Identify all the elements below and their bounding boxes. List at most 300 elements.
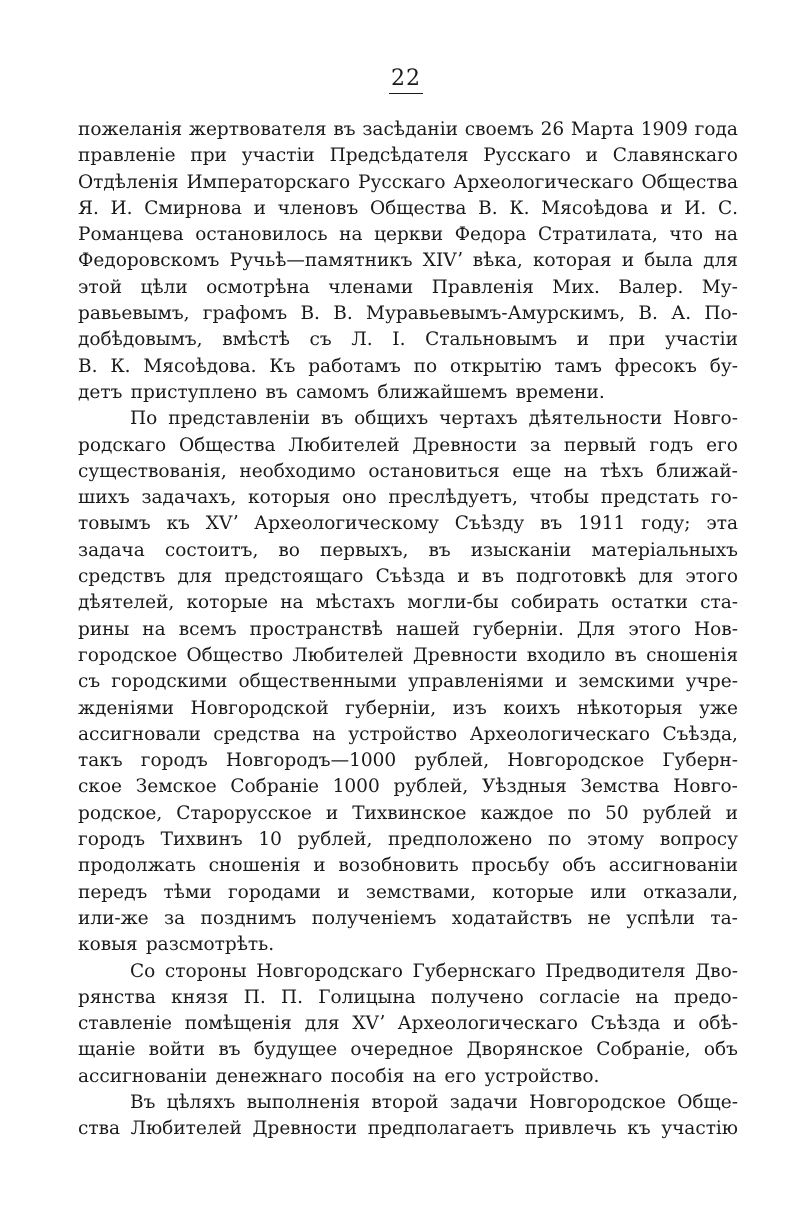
word: 10 [258, 829, 282, 851]
word: предо- [674, 986, 738, 1008]
text-line [78, 1090, 738, 1116]
word: Дво- [695, 960, 738, 982]
word: на [312, 723, 336, 745]
word: Общества [641, 171, 738, 193]
word: помѣщенія [184, 1013, 292, 1035]
word: задачахъ, [141, 487, 237, 509]
word: ходатайствъ [451, 907, 573, 929]
word: жертвователя [188, 119, 327, 140]
word: родское, [78, 802, 163, 824]
word: Собраніе [230, 776, 319, 798]
word: ста- [700, 592, 738, 614]
word: первыхъ, [320, 539, 409, 561]
word: средствъ [78, 566, 166, 588]
word: или [590, 881, 627, 903]
word: В. [478, 197, 498, 219]
word: въ [321, 408, 344, 430]
word: А. [671, 303, 692, 325]
word: и [325, 802, 339, 824]
word: Новгородскаго [256, 960, 403, 982]
word: и [725, 802, 738, 824]
word: Земства [580, 776, 660, 798]
word: управленіями [408, 671, 544, 693]
word: Голицына [318, 986, 416, 1008]
word: В. [78, 355, 98, 377]
word: равьевымъ, [78, 303, 190, 325]
word: Для [576, 618, 616, 640]
word: эта [706, 513, 738, 535]
text-line [78, 853, 738, 879]
word: По [130, 408, 158, 430]
word: и [673, 1013, 686, 1035]
text-line [78, 459, 738, 485]
word: въ [333, 119, 356, 140]
word: Дворянское [466, 1039, 584, 1061]
word: этому [587, 829, 645, 851]
word: В. [300, 303, 320, 325]
text-line [78, 511, 738, 537]
word: пространствѣ [249, 618, 383, 640]
word: коихъ [503, 697, 561, 719]
word: го- [710, 487, 738, 509]
word: Любителей [288, 434, 400, 456]
word: войти [148, 1039, 206, 1061]
text-line [78, 538, 738, 564]
word: Съѣзда, [662, 723, 738, 745]
word: въ [540, 513, 563, 535]
word: и [337, 881, 350, 903]
word: І. [392, 329, 406, 351]
word: дѣятелей, [78, 592, 175, 614]
word: въ [218, 1039, 241, 1061]
word: по [567, 802, 592, 824]
word: времени. [515, 381, 605, 403]
text-line [78, 906, 738, 932]
word: въ [428, 539, 451, 561]
word: ское [78, 776, 123, 798]
word: 1911 [578, 513, 626, 535]
text-line [78, 1116, 738, 1142]
word: засѣданіи [362, 119, 458, 140]
word: городъ [78, 829, 145, 851]
word: 1909 [640, 119, 688, 140]
word: выполненія [246, 1091, 361, 1113]
word: предполагаетъ [367, 1118, 515, 1140]
word: та- [710, 907, 738, 929]
word: на [142, 618, 166, 640]
word: въ [481, 566, 504, 588]
text-line [78, 722, 738, 748]
text-line [78, 406, 738, 432]
word: для [177, 566, 213, 588]
word: своемъ [464, 119, 534, 140]
word: еще [512, 460, 552, 482]
word: бу- [709, 355, 738, 377]
word: членами [328, 276, 414, 298]
word: рублей, [393, 776, 469, 798]
word: Древности [412, 644, 518, 666]
word: земствами, [365, 881, 476, 903]
word: правленіе [78, 145, 176, 167]
word: Губерн- [662, 750, 738, 772]
word: на [714, 224, 738, 246]
word: изысканіи [470, 539, 572, 561]
word: рублей, [297, 829, 373, 851]
word: уже [699, 697, 738, 719]
word: устройство [348, 723, 458, 745]
word: губерніи, [345, 697, 437, 719]
text-line [78, 196, 738, 222]
page-number-label: 22 [389, 66, 423, 94]
word: 1000 [332, 776, 380, 798]
word: городъ [140, 750, 208, 772]
word: возобновить [338, 855, 459, 877]
word: во [278, 539, 300, 561]
text-line [78, 564, 738, 590]
word: Уѣздныя [482, 776, 567, 798]
word: передъ [78, 881, 148, 903]
word: 50 [605, 802, 629, 824]
word: рянства [78, 986, 156, 1008]
word: сношенія [646, 644, 738, 666]
word: рины [78, 618, 130, 640]
word: Археологическаго [397, 1013, 578, 1035]
text-line [78, 669, 738, 695]
word: Новго- [673, 776, 738, 798]
text-line [78, 985, 738, 1011]
word: цѣли [140, 276, 188, 298]
word: ставленіе [78, 1013, 172, 1035]
word: щаніе [78, 1039, 136, 1061]
text-line [78, 301, 738, 327]
word: нѣкоторыя [576, 697, 683, 719]
word: была [644, 250, 693, 272]
word: И. [110, 197, 133, 219]
word: обѣ- [698, 1013, 738, 1035]
word: Новгородское [507, 750, 645, 772]
word: П. [280, 986, 303, 1008]
word: согласіе [538, 986, 621, 1008]
word: Общества [179, 434, 276, 456]
word: остатки [611, 592, 688, 614]
word: Археологическому [254, 513, 439, 535]
word: на [280, 592, 304, 614]
word: для [638, 566, 674, 588]
word: оно [342, 487, 377, 509]
word: Смирнова [144, 197, 242, 219]
word: Любителей [130, 1118, 242, 1140]
word: будущее [253, 1039, 338, 1061]
word: Тихвинское [352, 802, 467, 824]
word: которые [186, 592, 269, 614]
word: задача [78, 539, 145, 561]
word: добѣдовымъ, [78, 329, 203, 351]
word: въ [265, 381, 288, 403]
word: задачи [449, 1091, 518, 1113]
word: по [548, 829, 572, 851]
word: необходимо [239, 460, 356, 482]
word: Федора [454, 224, 527, 246]
word: Съѣзда [375, 566, 446, 588]
word: городскими [111, 671, 228, 693]
word: этого [628, 618, 681, 640]
word: земскими [578, 671, 675, 693]
text-line [78, 222, 738, 248]
word: на [339, 224, 363, 246]
word: Федоровскомъ [78, 250, 220, 272]
text-line [78, 1037, 738, 1063]
text-line [78, 1011, 738, 1037]
word: и [660, 197, 673, 219]
word: С. [717, 197, 738, 219]
word: Обще- [677, 1091, 738, 1113]
word: подготовкѣ [516, 566, 627, 588]
word: очередное [350, 1039, 454, 1061]
word: ассигновали [78, 723, 201, 745]
word: осмотрѣна [206, 276, 310, 298]
word: городами [227, 881, 321, 903]
text-line [78, 170, 738, 196]
word: вѣка, [472, 250, 523, 272]
word: Л. [351, 329, 373, 351]
word: рублей [642, 802, 712, 824]
word: учре- [685, 671, 738, 693]
word: графомъ [202, 303, 288, 325]
word: и [621, 250, 635, 272]
word: средства [213, 723, 300, 745]
word: отказали, [642, 881, 738, 903]
word: вмѣстѣ [222, 329, 290, 351]
word: губерніи. [472, 618, 564, 640]
word: второй [371, 1091, 439, 1113]
word: детъ [78, 381, 123, 403]
word: предстать [600, 487, 700, 509]
word: Предсѣдателя [329, 145, 469, 167]
text-line [78, 590, 738, 616]
word: каждое [480, 802, 554, 824]
word: Марта [570, 119, 634, 140]
word: привлечь [524, 1118, 617, 1140]
word: которые [492, 881, 574, 903]
word: и [253, 197, 266, 219]
word: что [669, 224, 703, 246]
word: фресокъ [614, 355, 697, 377]
word: Съѣзда [590, 1013, 661, 1035]
word: на [563, 460, 588, 482]
word: Муравьевымъ-Амурскимъ, [366, 303, 626, 325]
word: представленіи [168, 408, 311, 430]
word: Мясоѣдова. [143, 355, 257, 377]
text-line [78, 880, 738, 906]
word: участію [661, 1118, 738, 1140]
word: ковыя [78, 934, 138, 956]
word: Новгородъ—1000 [225, 750, 397, 772]
text-line [78, 643, 738, 669]
word: успѣли [626, 907, 696, 929]
word: открытію [449, 355, 542, 377]
word: Мих. [552, 276, 600, 298]
word: Русскаго [483, 145, 571, 167]
word: жденіями [78, 697, 174, 719]
text-line [78, 748, 738, 774]
word: Валер. [618, 276, 684, 298]
text-line [78, 801, 738, 827]
word: Древности [412, 434, 518, 456]
word: Археологическаго [469, 723, 650, 745]
word: Славянскаго [612, 145, 738, 167]
word: церкви [374, 224, 444, 246]
word: Новго- [673, 408, 738, 430]
word: Старорусское [176, 802, 312, 824]
word: пожеланія [78, 119, 183, 140]
word: Русскаго [358, 171, 446, 193]
word: Тихвинъ [160, 829, 243, 851]
word: этой [78, 276, 123, 298]
word: первый [563, 434, 637, 456]
word: ассигнованіи [78, 1065, 208, 1087]
word: при [608, 329, 646, 351]
word: шихъ [78, 487, 130, 509]
word: К. [110, 355, 131, 377]
word: на [412, 1065, 437, 1087]
word: В. [638, 303, 658, 325]
word: на [635, 986, 659, 1008]
word: такъ [78, 750, 123, 772]
word: Мясоѣдова [541, 197, 649, 219]
text-line [78, 1064, 738, 1090]
word: или-же [78, 907, 149, 929]
word: сношенія [208, 855, 301, 877]
word: работамъ [308, 355, 401, 377]
text-line [78, 117, 738, 143]
word: тамъ [554, 355, 602, 377]
word: пособія [330, 1065, 405, 1087]
word: Общество [186, 644, 284, 666]
word: городское [78, 644, 178, 666]
word: съ [309, 329, 332, 351]
word: ближай- [656, 460, 738, 482]
word: за [529, 434, 552, 456]
word: Му- [701, 276, 738, 298]
word: ассигнованіи [608, 855, 738, 877]
word: въ [614, 644, 637, 666]
text-line [78, 959, 738, 985]
word: И. [684, 197, 707, 219]
word: вопросу [659, 829, 738, 851]
word: Новгородской [190, 697, 329, 719]
word: и [585, 145, 598, 167]
word: Древности [252, 1118, 358, 1140]
word: XIVʼ [422, 250, 463, 272]
word: членовъ [277, 197, 359, 219]
word: разсмотрѣть. [145, 934, 275, 956]
word: Императорскаго [186, 171, 351, 193]
text-line [78, 327, 738, 353]
text-line [78, 354, 738, 380]
word: мѣстахъ [315, 592, 396, 614]
word: состоитъ, [164, 539, 259, 561]
word: ства [78, 1118, 121, 1140]
word: денежнаго [215, 1065, 323, 1087]
word: участіи [664, 329, 738, 351]
word: къ [166, 513, 190, 535]
word: рублей, [414, 750, 490, 772]
word: чтобы [529, 487, 590, 509]
word: Романцева [78, 224, 184, 246]
word: собирать [510, 592, 599, 614]
word: Земское [135, 776, 217, 798]
word: тѣхъ [599, 460, 644, 482]
word: для [703, 250, 738, 272]
text-line [78, 275, 738, 301]
word: Я. [78, 197, 99, 219]
word: общественными [238, 671, 397, 693]
word: Къ [269, 355, 296, 377]
text-line [78, 248, 738, 274]
word: объ [561, 855, 596, 877]
word: Въ [130, 1091, 156, 1113]
word: Правленія [431, 276, 534, 298]
word: входило [526, 644, 606, 666]
word: участіи [241, 145, 315, 167]
text-line [78, 143, 738, 169]
word: тѣми [163, 881, 212, 903]
word: которая [532, 250, 612, 272]
word: Со [130, 960, 156, 982]
word: XVʼ [352, 1013, 385, 1035]
word: дѣятельности [528, 408, 663, 430]
word: В. [333, 303, 353, 325]
text-line [78, 932, 738, 958]
word: при [190, 145, 227, 167]
word: продолжать [78, 855, 196, 877]
word: цѣляхъ [166, 1091, 236, 1113]
word: и [576, 329, 590, 351]
text-line [78, 433, 738, 459]
word: 26 [540, 119, 565, 140]
word: просьбу [471, 855, 550, 877]
word: товымъ [78, 513, 151, 535]
word: и [457, 566, 470, 588]
word: Новгородское [529, 1091, 666, 1113]
word: годъ [649, 434, 694, 456]
word: объ [703, 1039, 738, 1061]
text-line [78, 696, 738, 722]
word: Собраніе, [596, 1039, 691, 1061]
text-line [78, 485, 738, 511]
word: общихъ [354, 408, 429, 430]
word: ближайшемъ [377, 381, 508, 403]
word: полученіемъ [311, 907, 437, 929]
word: его [444, 1065, 477, 1087]
word: остановиться [368, 460, 500, 482]
word: съ [78, 671, 101, 693]
word: существованія, [78, 460, 227, 482]
word: Любителей [292, 644, 404, 666]
word: за [164, 907, 186, 929]
word: По- [704, 303, 738, 325]
word: Нов- [694, 618, 738, 640]
word: XVʼ [205, 513, 239, 535]
word: Съѣзду [454, 513, 525, 535]
document-body [78, 117, 738, 1143]
word: остановилось [195, 224, 328, 246]
word: самомъ [295, 381, 370, 403]
word: предположено [388, 829, 533, 851]
word: году; [641, 513, 691, 535]
word: получено [430, 986, 524, 1008]
word: Археологическаго [453, 171, 634, 193]
